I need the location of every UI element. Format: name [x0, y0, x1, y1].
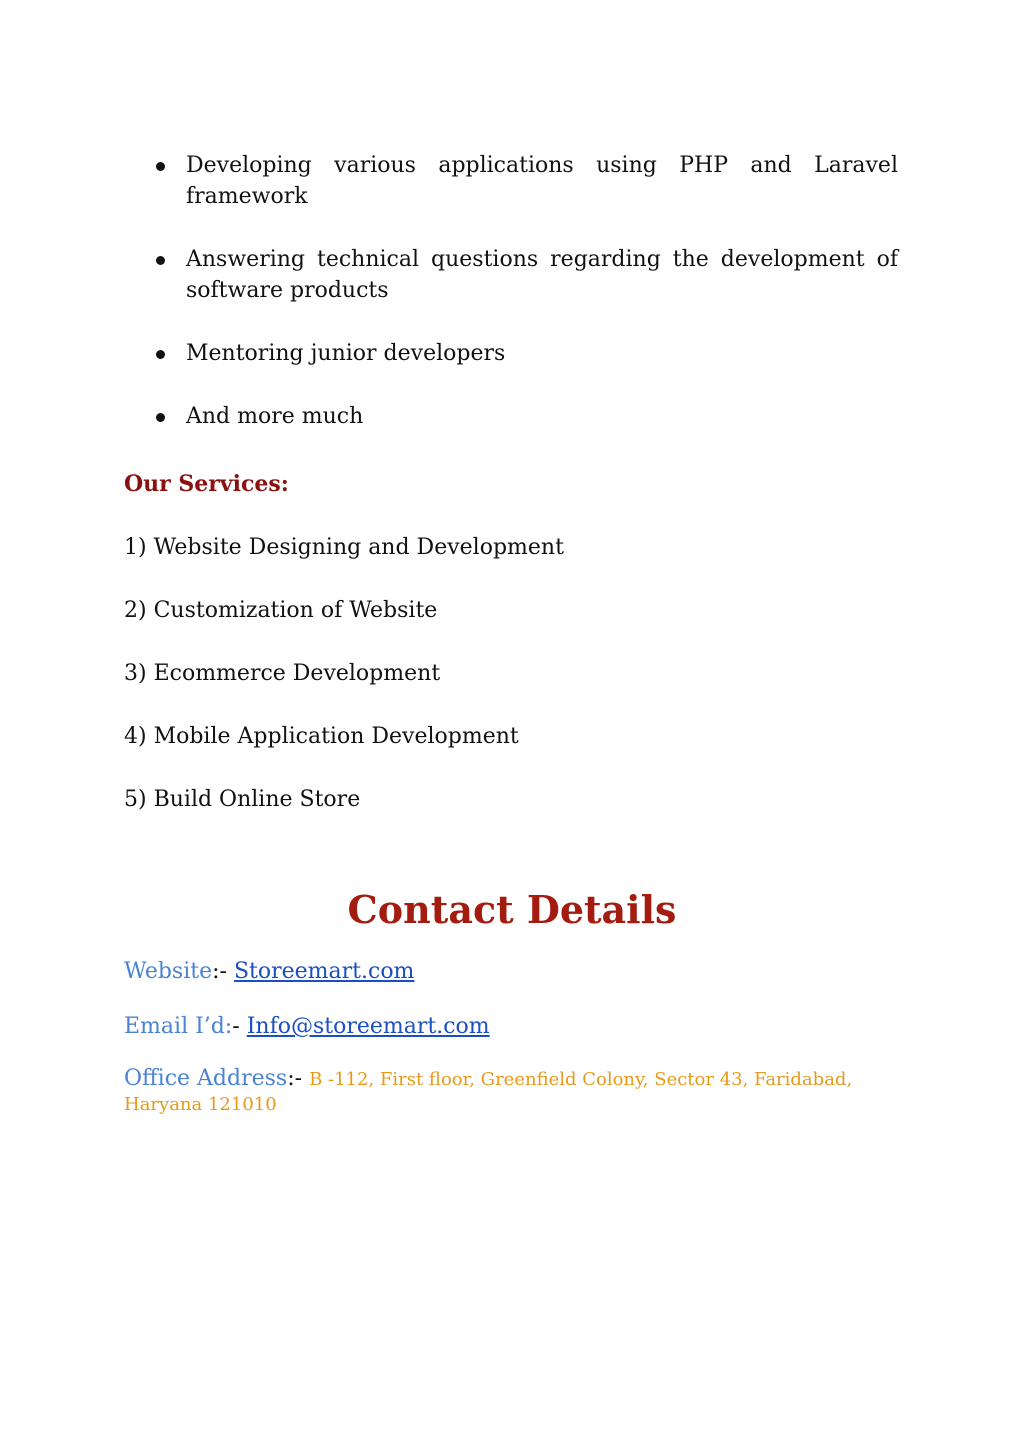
email-label: Email I’d: [124, 1014, 233, 1039]
list-item [150, 338, 898, 369]
service-item: 2) Customization of Website [124, 598, 438, 623]
website-line [124, 956, 414, 987]
bullet-icon [156, 256, 165, 265]
bullet-icon [156, 162, 165, 171]
service-item: 4) Mobile Application Development [124, 724, 519, 749]
list-item [150, 401, 898, 432]
list-item [150, 150, 898, 212]
responsibilities-list [150, 150, 898, 432]
service-item: 3) Ecommerce Development [124, 661, 441, 686]
bullet-text: Answering technical questions regarding the development of software products [186, 247, 898, 303]
email-link[interactable]: Info@storeemart.com [246, 1014, 490, 1039]
website-label: Website [124, 959, 213, 984]
service-item: 1) Website Designing and Development [124, 535, 564, 560]
bullet-text: Developing various applications using PHP and Laravel framework [186, 153, 898, 209]
bullet-icon [156, 413, 165, 422]
bullet-text: And more much [186, 404, 364, 429]
office-address [124, 1066, 864, 1117]
services-heading: Our Services: [124, 471, 289, 497]
service-item: 5) Build Online Store [124, 787, 361, 812]
website-link[interactable]: Storeemart.com [233, 959, 415, 984]
services-list [124, 532, 564, 815]
address-label: Office Address [124, 1066, 288, 1091]
contact-heading: Contact Details [347, 887, 677, 932]
bullet-text: Mentoring junior developers [186, 341, 506, 366]
list-item [150, 244, 898, 306]
address-line-1: B -112, First floor, Greenfield Colony, Sector 43, Faridabad, [309, 1069, 853, 1090]
address-line-2: Haryana 121010 [124, 1094, 277, 1115]
email-separator: - [232, 1014, 247, 1039]
email-line [124, 1011, 490, 1042]
address-separator: :- [287, 1066, 310, 1091]
bullet-icon [156, 350, 165, 359]
website-separator: :- [212, 959, 234, 984]
